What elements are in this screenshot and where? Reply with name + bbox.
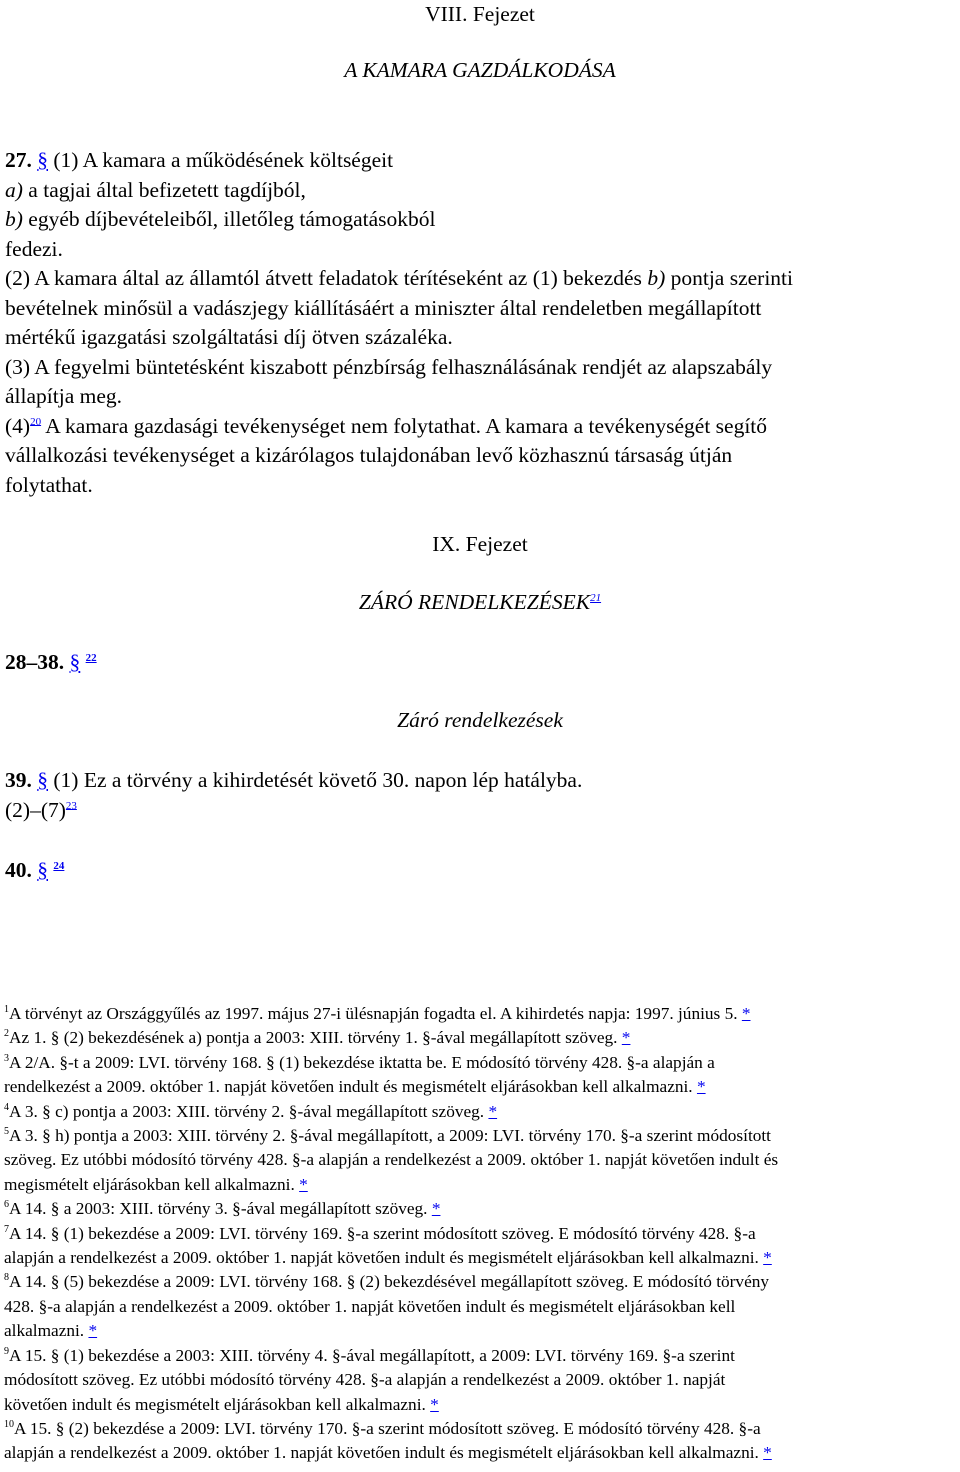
para-text: (1) Ez a törvény a kihirdetését követő 30. napon lép hatályba. (53, 768, 583, 792)
para-text: (2)–(7) (5, 797, 66, 822)
footnote-text: A 14. § a 2003: XIII. törvény 3. §-ával megállapított szöveg. (9, 1199, 432, 1219)
footnote-9-link[interactable]: * (430, 1394, 439, 1414)
footnote-8-cont: 428. §-a alapján a rendelkezést a 2009. október 1. napját követően indult és megismételt eljárásokban kell (4, 1296, 736, 1316)
section-39-para-1 (5, 766, 955, 796)
section-27-para-3-line-2: állapítja meg. (5, 384, 123, 408)
footnote-3-cont (4, 1075, 954, 1099)
footnote-2-link[interactable]: * (621, 1028, 631, 1048)
chapter-9-heading: IX. Fejezet (432, 532, 528, 556)
section-27-para-2-line-1 (5, 264, 955, 294)
chapter-8-title: A KAMARA GAZDÁLKODÁSA (344, 58, 616, 82)
footnote-number: 7 (4, 1223, 9, 1235)
point-letter: b) (5, 207, 23, 231)
chapter-8-heading: VIII. Fejezet (425, 2, 535, 26)
footnote-2 (4, 1026, 954, 1050)
footnote-number: 9 (4, 1345, 9, 1357)
footnote-text: A törvényt az Országgyűlés az 1997. május 27-i ülésnapján fogadta el. A kihirdetés napja: 1997. június 5. (9, 1004, 742, 1023)
para-text: pontja szerinti (665, 266, 794, 290)
section-28-38 (5, 648, 955, 678)
section-39 (5, 766, 955, 825)
footnote-text: Az 1. § (2) bekezdésének a) pontja a 2003: XIII. törvény 1. §-ával megállapított szöveg. (9, 1028, 622, 1048)
footnote-8-link[interactable]: * (88, 1321, 98, 1341)
section-27-para-4-line-3: folytathat. (5, 472, 93, 497)
point-text: egyéb díjbevételeiből, illetőleg támogatásokból (22, 207, 436, 231)
section-27-para-2-line-2: bevételnek minősül a vadászjegy kiállításáért a miniszter által rendeletben megállapított (5, 295, 762, 320)
footnote-5-cont: szöveg. Ez utóbbi módosító törvény 428. §-a alapján a rendelkezést a 2009. október 1. napját követően indult és (4, 1150, 779, 1170)
footnote-text: rendelkezést a 2009. október 1. napját követően indult és megismételt eljárásokban kell alkalmazni. (4, 1077, 697, 1097)
footnote-ref-23[interactable]: 23 (65, 799, 77, 812)
footnote-text: A 3. § c) pontja a 2003: XIII. törvény 2. §-ával megállapított szöveg. (9, 1101, 489, 1121)
para-text: (1) A kamara a működésének költségeit (53, 148, 394, 172)
section-27-para-2-line-3: mértékű igazgatási szolgáltatási díj ötven százaléka. (5, 325, 453, 349)
zaro-rendelkezesek-title: Záró rendelkezések (397, 708, 563, 732)
footnote-number: 8 (4, 1272, 9, 1284)
footnote-6 (4, 1197, 954, 1221)
footnote-10-cont (4, 1441, 954, 1465)
footnote-text: A 15. § (2) bekezdése a 2009: LVI. törvény 170. §-a szerint módosított szöveg. E módosító törvény 428. §-a (14, 1418, 761, 1438)
footnote-5-link[interactable]: * (299, 1174, 308, 1194)
section-28-38-number: 28–38. (5, 650, 65, 674)
footnote-6-link[interactable]: * (431, 1199, 441, 1219)
section-27-fedezi: fedezi. (5, 236, 63, 261)
chapter-9-title-text: ZÁRÓ RENDELKEZÉSEK (358, 590, 591, 614)
footnote-text: alkalmazni. (4, 1321, 89, 1341)
footnote-ref-22[interactable]: 22 (85, 651, 97, 664)
section-39-number: 39. (5, 768, 32, 792)
footnote-ref-24[interactable]: 24 (53, 859, 65, 872)
footnote-text: követően indult és megismételt eljárásokban kell alkalmazni. (4, 1394, 431, 1414)
footnote-1-link[interactable]: * (741, 1004, 751, 1023)
footnote-1 (4, 1002, 954, 1026)
footnote-text: alapján a rendelkezést a 2009. október 1. napját követően indult és megismételt eljárásokban kell alkalmazni. (4, 1443, 764, 1463)
footnote-7-link[interactable]: * (763, 1248, 772, 1268)
point-letter: a) (5, 177, 23, 202)
footnote-3-link[interactable]: * (696, 1077, 706, 1097)
footnote-8-cont-2 (4, 1319, 954, 1343)
footnote-text: A 14. § (5) bekezdése a 2009: LVI. törvény 168. § (2) bekezdésével megállapított szöveg. E módosító törvény (9, 1272, 770, 1292)
footnote-3 (4, 1051, 954, 1075)
footnote-9-cont: módosított szöveg. Ez utóbbi módosító törvény 428. §-a alapján a rendelkezést a 2009. október 1. napját (4, 1370, 726, 1390)
section-40 (5, 856, 955, 886)
para-text: (4) (5, 413, 31, 438)
section-27-para-4-line-1 (5, 412, 955, 442)
section-40-link[interactable]: § (37, 858, 48, 882)
para-text: (2) A kamara által az államtól átvett feladatok térítéseként az (1) bekezdés (5, 266, 648, 290)
footnote-9-cont-2 (4, 1393, 954, 1417)
section-27-point-a (5, 176, 955, 206)
section-27-para-4-line-2: vállalkozási tevékenységet a kizárólagos tulajdonában levő közhasznú társaság útján (5, 443, 733, 467)
section-27-para-1 (5, 146, 955, 176)
footnote-ref-20[interactable]: 20 (30, 415, 42, 428)
footnote-number: 4 (4, 1101, 9, 1113)
section-27-point-b (5, 205, 955, 235)
footnote-text: A 3. § h) pontja a 2003: XIII. törvény 2. §-ával megállapított, a 2009: LVI. törvény 170. §-a szerint módosított (9, 1126, 771, 1146)
footnote-5 (4, 1124, 954, 1148)
footnote-8 (4, 1270, 954, 1294)
footnote-4-link[interactable]: * (488, 1101, 498, 1121)
footnote-text: A 15. § (1) bekezdése a 2003: XIII. törvény 4. §-ával megállapított, a 2009: LVI. törvény 169. §-a szerint (9, 1345, 735, 1365)
section-39-para-2 (5, 796, 955, 826)
footnote-text: A 14. § (1) bekezdése a 2009: LVI. törvény 169. §-a szerint módosított szöveg. E módosító törvény 428. §-a (9, 1223, 756, 1243)
section-27-link[interactable]: § (37, 148, 48, 172)
point-letter: b) (647, 266, 666, 290)
footnote-number: 2 (4, 1028, 9, 1040)
footnote-number: 5 (4, 1126, 9, 1138)
para-text: A kamara gazdasági tevékenységet nem folytathat. A kamara a tevékenységét segítő (41, 413, 768, 438)
footnote-number: 3 (4, 1053, 9, 1065)
footnote-7 (4, 1222, 954, 1246)
section-40-number: 40. (5, 858, 32, 882)
section-27 (5, 146, 955, 500)
footnote-text: A 2/A. §-t a 2009: LVI. törvény 168. § (1) bekezdése iktatta be. E módosító törvény 428. §-a alapján a (9, 1052, 715, 1072)
footnote-number: 6 (4, 1199, 9, 1211)
footnote-ref-21[interactable]: 21 (590, 591, 602, 604)
section-27-number: 27. (5, 148, 32, 172)
section-27-para-3-line-1: (3) A fegyelmi büntetésként kiszabott pénzbírság felhasználásának rendjét az alapszabály (5, 354, 773, 379)
footnote-text: alapján a rendelkezést a 2009. október 1. napját követően indult és megismételt eljárásokban kell alkalmazni. (4, 1248, 764, 1268)
footnote-5-cont-2 (4, 1173, 954, 1197)
point-text: a tagjai által befizetett tagdíjból, (22, 177, 306, 202)
section-39-link[interactable]: § (37, 768, 48, 792)
section-28-38-link[interactable]: § (69, 650, 81, 674)
footnote-number: 1 (4, 1004, 9, 1016)
footnote-10-link[interactable]: * (763, 1443, 772, 1463)
footnote-10 (4, 1417, 954, 1441)
footnote-9 (4, 1344, 954, 1368)
footnote-7-cont (4, 1246, 954, 1270)
footnote-text: megismételt eljárásokban kell alkalmazni. (4, 1174, 300, 1194)
footnote-number: 10 (4, 1419, 14, 1431)
footnote-4 (4, 1100, 954, 1124)
chapter-9-title (0, 588, 960, 618)
footnotes (4, 1002, 954, 1466)
